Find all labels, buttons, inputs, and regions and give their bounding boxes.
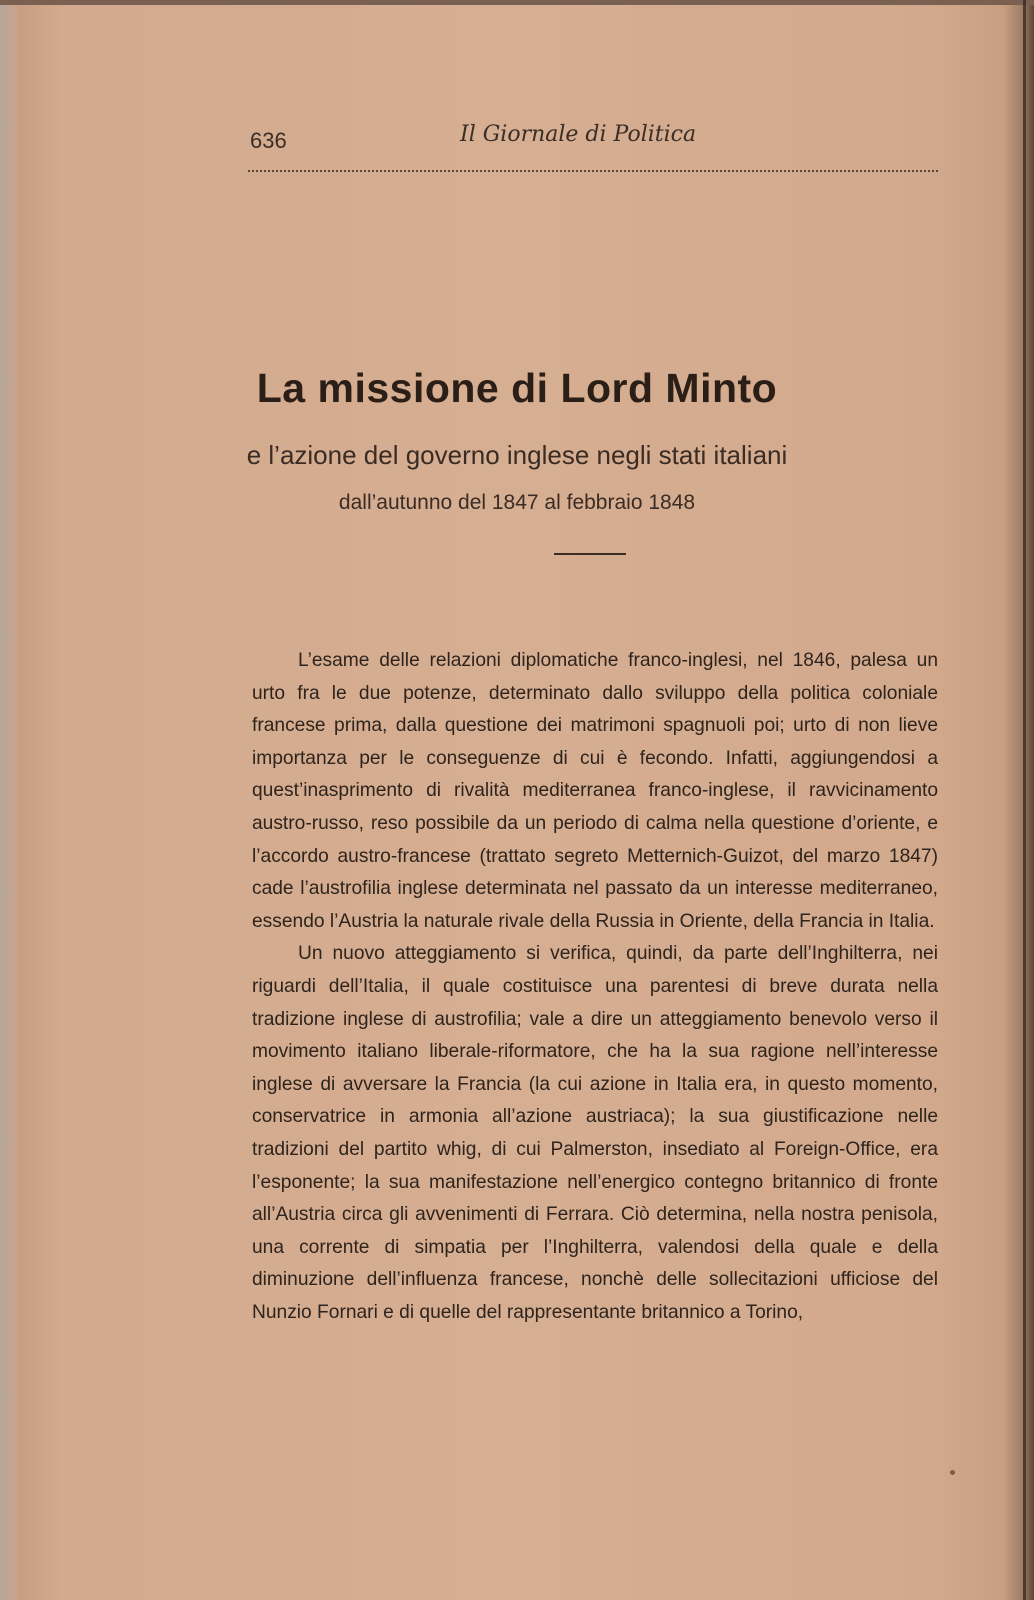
running-header <box>250 122 940 162</box>
journal-title: Il Giornale di Politica <box>460 122 697 147</box>
paragraph-2: Un nuovo atteggiamento si verifica, quindi, da parte dell’Inghilterra, nei riguardi dell’Italia, il quale costituisce una parentesi di breve durata nella tradizione inglese di austrofilia; vale a dire un atteggiamento benevolo verso il movimento italiano liberale-riformatore, che ha la sua ragione nell’interesse inglese di avversare la Francia (la cui azione in Italia era, in questo momento, conservatrice in armonia all’azione austriaca); la sua giustificazione nelle tradizioni del partito whig, di cui Palmerston, insediato al Foreign-Office, era l’esponente; la sua manifestazione nell’energico contegno britannico di fronte all’Austria circa gli avvenimenti di Ferrara. Ciò determina, nella nostra penisola, una corrente di simpatia per l’Inghilterra, valendosi della quale e della diminuzione dell’influenza francese, nonchè delle sollecitazioni ufficiose del Nunzio Fornari e di quelle del rappresentante britannico a Torino, <box>252 943 938 1323</box>
page-left-margin <box>0 0 18 1600</box>
header-dotted-rule <box>248 170 938 172</box>
article-body <box>252 645 938 1329</box>
ink-speck <box>950 1470 955 1475</box>
title-separator-rule <box>554 553 626 555</box>
page-binding-edge <box>1023 0 1026 1600</box>
page-number: 636 <box>250 128 287 153</box>
article-date-range: dall’autunno del 1847 al febbraio 1848 <box>338 491 696 514</box>
paragraph-1: L’esame delle relazioni diplomatiche franco-inglesi, nel 1846, palesa un urto fra le due potenze, determinato dallo sviluppo della politica coloniale francese prima, dalla questione dei matrimoni spagnuoli poi; urto di non lieve importanza per le conseguenze di cui è fecondo. Infatti, aggiungendosi a quest’inasprimento di rivalità mediterranea franco-inglese, il ravvicinamento austro-russo, reso possibile da un periodo di calma nella questione d’oriente, e l’accordo austro-francese (trattato segreto Metternich-Guizot, del marzo 1847) cade l’austrofilia inglese determinata nel passato da un interesse mediterraneo, essendo l’Austria la naturale rivale della Russia in Oriente, della Francia in Italia. <box>252 650 938 932</box>
article-subtitle: e l’azione del governo inglese negli stati italiani <box>246 440 788 470</box>
page-top-edge <box>0 0 1034 5</box>
article-title: La missione di Lord Minto <box>256 365 778 411</box>
